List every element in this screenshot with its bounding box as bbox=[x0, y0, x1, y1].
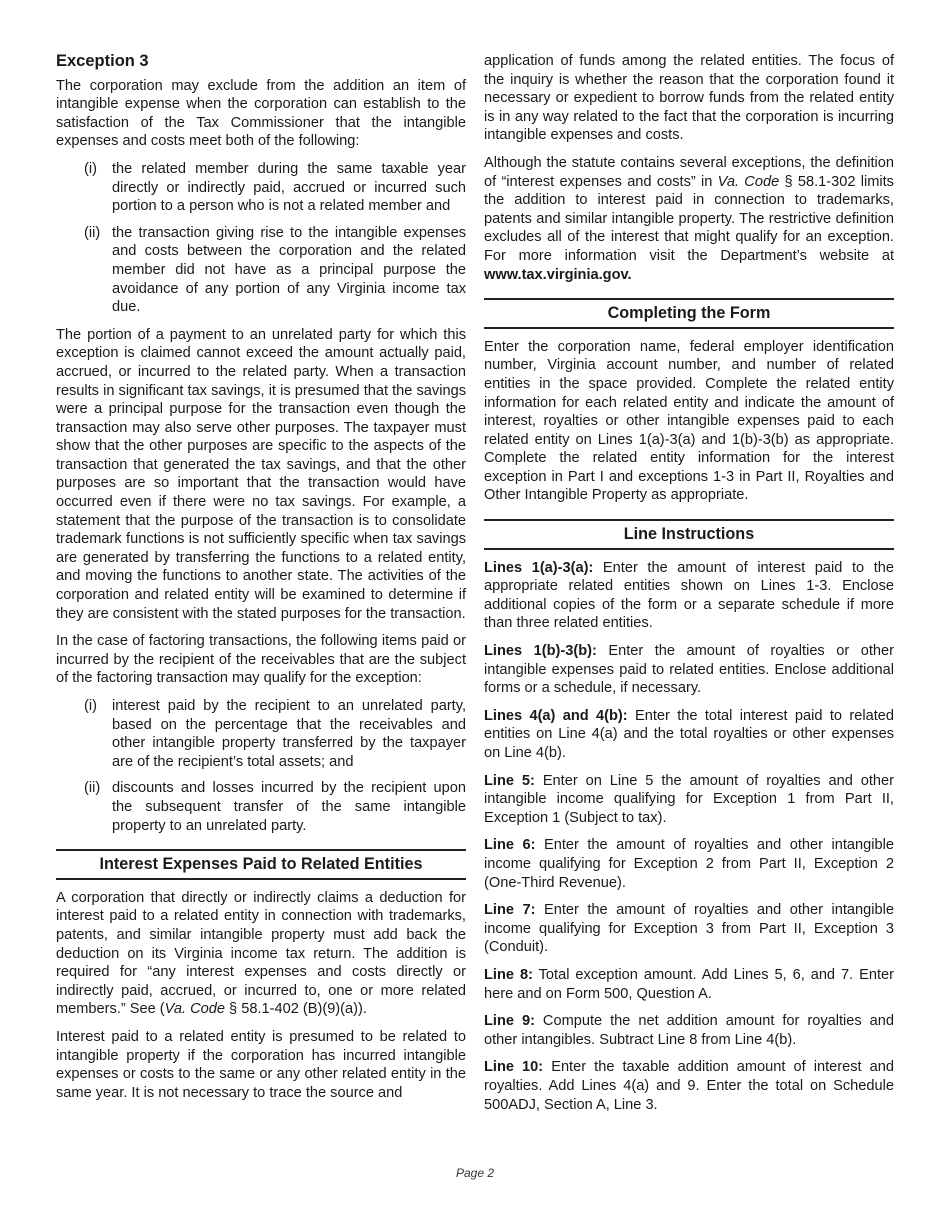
line-instruction bbox=[484, 901, 894, 957]
interest-p1-section: § 58.1-402 (B)(9)(a)). bbox=[224, 1001, 367, 1018]
statute-paragraph bbox=[484, 154, 894, 284]
line-text: Compute the net addition amount for royalties and other intangibles. Subtract Line 8 from Line 4(b). bbox=[484, 1013, 895, 1048]
list-item bbox=[56, 697, 466, 771]
completing-form-heading: Completing the Form bbox=[484, 298, 894, 329]
line-instruction bbox=[484, 1012, 894, 1049]
left-column bbox=[56, 52, 466, 1111]
list-item-text: the transaction giving rise to the intangible expenses and costs between the corporation and the related member did not have as a principal purpose the avoidance of any portion of any Virginia income tax due. bbox=[112, 224, 466, 316]
line-instruction bbox=[484, 836, 894, 892]
line-text: Enter on Line 5 the amount of royalties and other intangible income qualifying for Exception 1 from Part II, Exception 1 (Subject to tax). bbox=[484, 772, 894, 826]
list-item bbox=[56, 779, 466, 835]
interest-paragraph-1 bbox=[56, 889, 466, 1019]
line-instruction bbox=[484, 772, 894, 828]
factoring-paragraph: In the case of factoring transactions, the following items paid or incurred by the recipient of the receivables that are the subject of the factoring transaction may qualify for the exception: bbox=[56, 633, 466, 687]
line-label: Line 6: bbox=[484, 837, 536, 854]
list-item bbox=[56, 224, 466, 317]
line-instruction bbox=[484, 1058, 894, 1114]
list-item-text: interest paid by the recipient to an unrelated party, based on the percentage that the receivables and other intangible property transferred by the taxpayer are of the recipient’s total assets; and bbox=[112, 698, 466, 770]
exception3-heading: Exception 3 bbox=[56, 52, 149, 70]
list-item-number: (ii) bbox=[84, 780, 101, 797]
list-item-text: discounts and losses incurred by the recipient upon the subsequent transfer of the same intangible property to an unrelated party. bbox=[112, 780, 466, 834]
line-label: Line 7: bbox=[484, 902, 536, 919]
line-text: Total exception amount. Add Lines 5, 6, and 7. Enter here and on Form 500, Question A. bbox=[484, 966, 895, 1002]
va-code-citation: Va. Code bbox=[717, 173, 780, 190]
interest-paragraph-2: Interest paid to a related entity is presumed to be related to intangible property if the corporation has incurred intangible expenses or costs to the same or any other related entity in the same year. It is not necessary to trace the source and bbox=[56, 1028, 466, 1101]
line-instruction bbox=[484, 642, 894, 698]
list-item bbox=[56, 160, 466, 216]
line-text: Enter the amount of royalties or other intangible expenses paid to related entities. Enclose additional forms or a schedule, if necessary. bbox=[484, 643, 894, 697]
list-item-text: the related member during the same taxable year directly or indirectly paid, accrued or incurred such portion to a person who is not a related member and bbox=[112, 160, 466, 215]
line-label: Lines 1(a)-3(a): bbox=[484, 559, 594, 576]
continuation-paragraph: application of funds among the related entities. The focus of the inquiry is whether the reason that the corporation found it necessary or expedient to borrow funds from the related entity is in any way related to the fact that the corporation is incurring intangible expenses and costs. bbox=[484, 53, 894, 144]
completing-form-text: Enter the corporation name, federal employer identification number, Virginia account number, and number of related entities in the space provided. Complete the related entity information for each related entity and indicate the amount of interest, royalties or other intangible expenses paid to each related entity on Lines 1(a)-3(a) and 1(b)-3(b) as appropriate. Complete the related entity information for the interest exception in Part I and exceptions 1-3 in Part II, Royalties and Other Intangible Property as appropriate. bbox=[484, 338, 894, 504]
line-label: Line 10: bbox=[484, 1059, 544, 1076]
portion-paragraph: The portion of a payment to an unrelated party for which this exception is claimed cannot exceed the amount actually paid, accrued, or incurred to the related party. When a transaction results in significant tax savings, it is presumed that the savings were a principal purpose for the transaction even though the transaction may also serve other purposes. The taxpayer must show that the other purposes are specific to the aspects of the transaction that generated the tax savings, and that the other purposes are so important that the transaction would have occurred even if there were no tax savings. For example, a statement that the purpose of the transaction is to consolidate trademark functions is not sufficiently specific when tax savings are generated by transferring the functions to a related entity, and moving the functions to another state. The activities of the corporation and related entity will be examined to determine if they are consistent with the stated purposes for the transaction. bbox=[56, 326, 466, 622]
right-column bbox=[484, 52, 894, 1123]
list-item-number: (ii) bbox=[84, 224, 101, 241]
page-number: Page 2 bbox=[455, 1166, 495, 1180]
va-code-citation: Va. Code bbox=[164, 1001, 225, 1018]
list-item-number: (i) bbox=[84, 160, 97, 177]
line-instruction bbox=[484, 707, 894, 763]
line-label: Lines 1(b)-3(b): bbox=[484, 643, 597, 660]
line-label: Line 8: bbox=[484, 966, 533, 983]
line-text: Enter the taxable addition amount of interest and royalties. Add Lines 4(a) and 9. Enter the total on Schedule 500ADJ, Section A, Line 3. bbox=[484, 1059, 894, 1113]
line-instructions-heading: Line Instructions bbox=[484, 519, 894, 550]
exception3-intro: The corporation may exclude from the addition an item of intangible expense when the corporation can establish to the satisfaction of the Tax Commissioner that the intangible expenses and costs meet both of the following: bbox=[56, 77, 466, 150]
line-text: Enter the total interest paid to related entities on Line 4(a) and the total royalties or other expenses on Line 4(b). bbox=[484, 707, 894, 761]
exception3-list bbox=[56, 160, 466, 317]
interest-p1-text: A corporation that directly or indirectly claims a deduction for interest paid to a related entity in connection with trademarks, patents, and similar intangible property must add back the deduction on its Virginia income tax return. The addition is required for “any interest expenses and costs directly or indirectly paid, accrued, or incurred to, one or more related members.” See ( bbox=[56, 889, 466, 1018]
website-link[interactable]: www.tax.virginia.gov. bbox=[484, 266, 632, 283]
statute-text-cont: § 58.1-302 limits the addition to interest paid in connection to trademarks, patents and similar intangible property. The restrictive definition excludes all of the interest that might qualify for an exception. For more information visit the Department’s website at bbox=[484, 173, 894, 264]
factoring-list bbox=[56, 697, 466, 835]
line-instruction bbox=[484, 966, 894, 1003]
line-label: Line 5: bbox=[484, 772, 535, 789]
statute-text: Although the statute contains several exceptions, the definition of “interest expenses and costs” in bbox=[484, 154, 894, 190]
line-label: Lines 4(a) and 4(b): bbox=[484, 707, 628, 724]
line-text: Enter the amount of royalties and other intangible income qualifying for Exception 3 from Part II, Exception 3 (Conduit). bbox=[484, 902, 894, 956]
line-instruction bbox=[484, 559, 894, 633]
line-text: Enter the amount of interest paid to the appropriate related entities shown on Lines 1-3. Enclose additional copies of the form or a separate schedule if more than three related entities. bbox=[484, 559, 894, 632]
interest-expenses-heading: Interest Expenses Paid to Related Entities bbox=[56, 849, 466, 880]
list-item-number: (i) bbox=[84, 698, 97, 714]
line-label: Line 9: bbox=[484, 1013, 535, 1030]
line-text: Enter the amount of royalties and other intangible income qualifying for Exception 2 from Part II, Exception 2 (One-Third Revenue). bbox=[484, 837, 894, 891]
